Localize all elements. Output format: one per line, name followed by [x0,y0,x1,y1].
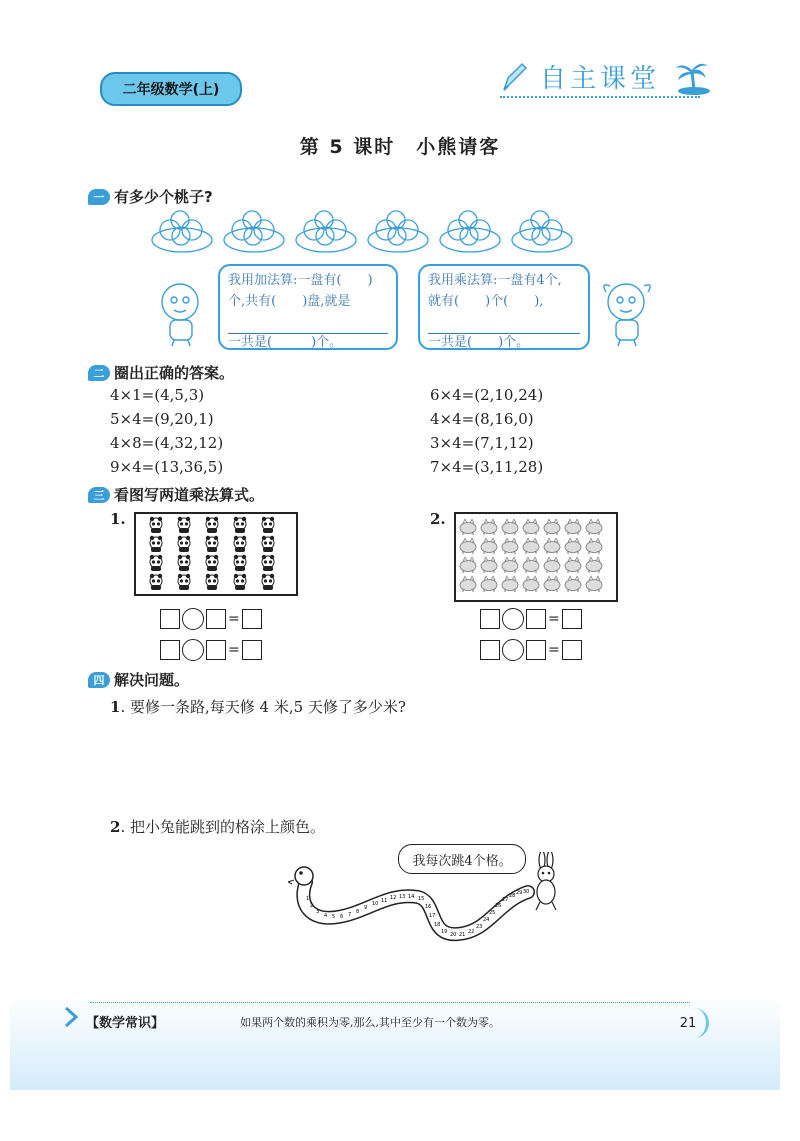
snake-cell: 13 [399,894,406,900]
snake-cell: 8 [356,909,360,915]
answer-box[interactable] [526,609,546,629]
footer-tag: 【数学常识】 [86,1016,165,1031]
peach-plate [296,211,356,252]
multiplication-line-1: 我用乘法算:一盘有4个, [428,273,562,288]
choice-question[interactable]: 4×4=(8,16,0) [430,410,534,428]
problem-1-number: 1 [110,698,121,716]
picture-2-label: 2. [430,510,446,528]
choice-question[interactable]: 3×4=(7,1,12) [430,434,534,452]
section-2-number: 二 [88,365,110,381]
section-1-title: 有多少个桃子? [114,188,213,206]
problem-2 [110,816,325,837]
snake-cell: 9 [364,905,368,911]
sheep-character-right [596,278,658,352]
snake-cell: 24 [483,917,490,923]
snake-cell: 12 [390,895,397,901]
equals-sign: = [548,642,560,658]
section-1-heading [88,186,213,207]
snake-cell: 27 [502,897,509,903]
chevron-right-icon [64,1006,78,1032]
equals-sign: = [548,611,560,627]
equation-row [160,639,262,661]
footer-band [10,995,780,1090]
pig-grid-illustration [456,514,616,600]
multiplication-line-3: 一共是( )个。 [428,335,530,350]
snake-cell: 3 [316,909,320,915]
page-number: 21 [670,1008,709,1038]
operator-circle[interactable] [502,608,524,630]
answer-box[interactable] [160,640,180,660]
equals-sign: = [228,611,240,627]
sheep-character-left [150,278,212,352]
choice-question[interactable]: 9×4=(13,36,5) [110,458,224,476]
snake-cell: 19 [441,929,448,935]
section-2-right-column [430,383,543,479]
snake-cell: 26 [495,903,502,909]
problem-1-answer-area[interactable] [110,720,670,810]
addition-line-3: 一共是( )个。 [228,335,343,350]
snake-cell: 17 [429,913,436,919]
addition-answer-blank[interactable] [228,312,388,334]
equals-sign: = [228,642,240,658]
multiplication-line-2: 就有( )个( ), [428,294,544,309]
section-4-heading [88,669,189,690]
answer-box[interactable] [206,609,226,629]
snake-cell: 10 [372,901,379,907]
peach-plate [512,211,572,252]
answer-box[interactable] [206,640,226,660]
section-1-number: 一 [88,189,110,205]
snake-cell: 30 [523,889,530,895]
snake-cell: 25 [489,910,496,916]
snake-cell: 15 [418,896,425,902]
choice-question[interactable]: 6×4=(2,10,24) [430,386,544,404]
footer-tip: 如果两个数的乘积为零,那么,其中至少有一个数为零。 [240,1016,500,1029]
footer-divider [90,1002,690,1003]
equation-row [160,608,262,630]
problem-2-text: . 把小兔能跳到的格涂上颜色。 [120,818,325,836]
rabbit-speech-text: 我每次跳4个格。 [412,853,512,869]
choice-question[interactable]: 7×4=(3,11,28) [430,458,544,476]
section-3-heading [88,484,264,505]
addition-line-2: 个,共有( )盘,就是 [228,294,351,309]
snake-head [295,867,313,885]
peach-plate [368,211,428,252]
operator-circle[interactable] [502,639,524,661]
panda-picture-frame [134,512,298,596]
peach-plate [152,211,212,252]
snake-cell: 2 [310,903,314,909]
equation-row [480,608,582,630]
peach-plates-illustration [150,208,580,262]
operator-circle[interactable] [182,608,204,630]
problem-1 [110,696,406,717]
answer-box[interactable] [242,640,262,660]
snake-cell: 14 [408,894,415,900]
section-4-number: 四 [88,672,110,688]
addition-line-1: 我用加法算:一盘有( ) [228,273,373,288]
brand-title: 自主课堂 [540,64,661,94]
peach-plate [440,211,500,252]
snake-cell: 16 [425,904,432,910]
section-3-title: 看图写两道乘法算式。 [114,486,265,504]
peach-plate [224,211,284,252]
operator-circle[interactable] [182,639,204,661]
answer-box[interactable] [562,640,582,660]
section-3-number: 三 [88,487,110,503]
multiplication-answer-blank[interactable] [428,312,580,334]
section-2-heading [88,362,234,383]
snake-cell: 29 [516,890,523,896]
problem-2-number: 2 [110,818,121,836]
answer-box[interactable] [480,609,500,629]
answer-box[interactable] [160,609,180,629]
snake-cell: 21 [459,932,466,938]
snake-cell: 23 [476,924,483,930]
panda-grid-illustration [136,514,296,594]
pig-picture-frame [454,512,618,602]
answer-box[interactable] [562,609,582,629]
brand-divider [500,96,700,98]
snake-cell: 11 [381,898,388,904]
grade-badge: 二年级数学(上) [100,72,242,106]
choice-question[interactable]: 4×1=(4,5,3) [110,386,205,404]
snake-number-track[interactable] [288,862,538,956]
answer-box[interactable] [526,640,546,660]
snake-cell: 1 [306,896,310,902]
snake-cell: 7 [348,912,352,918]
equation-row [480,639,582,661]
choice-question[interactable]: 4×8=(4,32,12) [110,434,224,452]
lesson-title: 第 5 课时 小熊请客 [299,136,501,158]
multiplication-speech-bubble [418,264,590,350]
palm-island-icon [672,60,712,100]
section-2-title: 圈出正确的答案。 [114,364,235,382]
addition-speech-bubble [218,264,398,350]
snake-cell: 18 [434,922,441,928]
snake-cell: 4 [324,913,328,919]
choice-question[interactable]: 5×4=(9,20,1) [110,410,214,428]
snake-cell: 22 [468,929,475,935]
problem-1-text: . 要修一条路,每天修 4 米,5 天修了多少米? [120,698,406,716]
section-4-title: 解决问题。 [114,671,190,689]
snake-cell: 5 [332,914,336,920]
picture-1-label: 1. [110,510,126,528]
section-2-left-column [110,383,223,479]
snake-cell: 28 [509,893,516,899]
answer-box[interactable] [480,640,500,660]
snake-cell: 6 [340,914,344,920]
pencil-icon [498,60,528,98]
snake-cell: 20 [450,932,457,938]
answer-box[interactable] [242,609,262,629]
